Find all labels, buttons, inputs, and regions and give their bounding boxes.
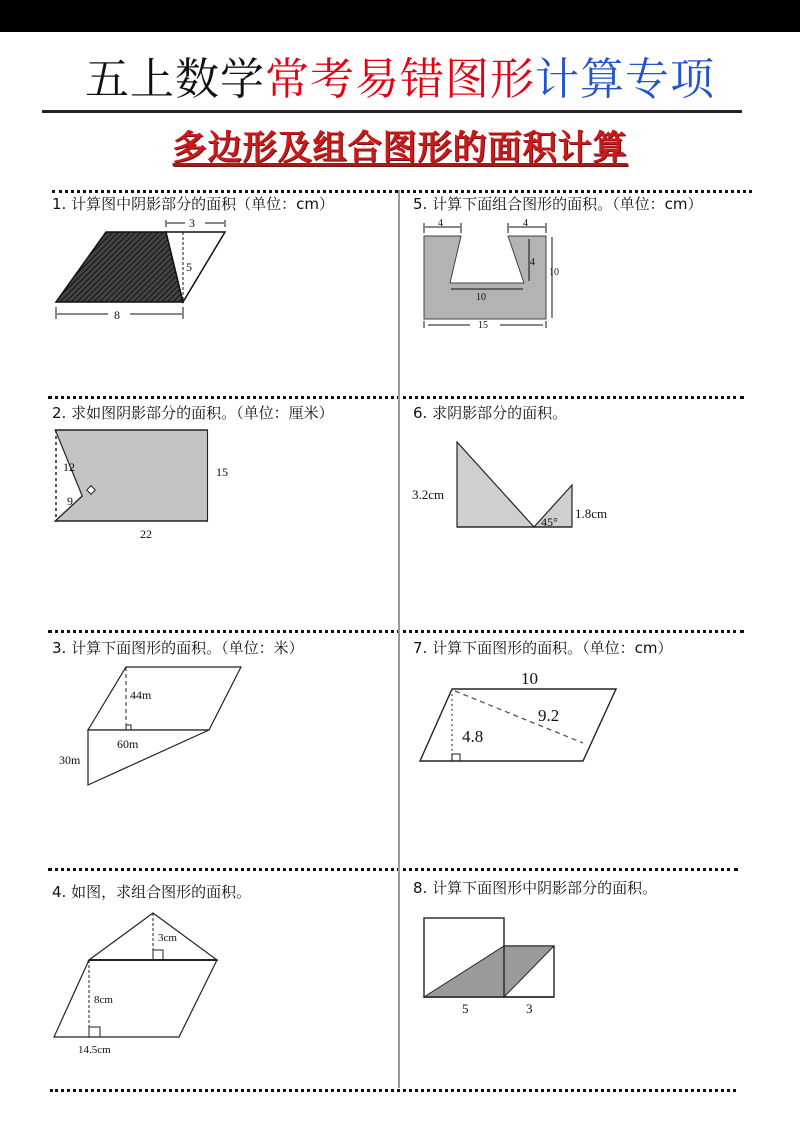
label-height: 10 [549, 267, 559, 278]
question-5-figure [420, 215, 560, 331]
label-height: 15 [216, 465, 228, 479]
label-height: 4.8 [462, 727, 484, 746]
divider [48, 868, 738, 871]
question-4-figure [52, 905, 252, 1055]
question-6-text: 6. 求阴影部分的面积。 [413, 404, 568, 422]
question-5-text: 5. 计算下面组合图形的面积。（单位：cm） [413, 195, 703, 213]
label-notch-bottom: 10 [476, 292, 486, 303]
divider [52, 190, 752, 193]
label-diag-height: 9.2 [538, 706, 560, 725]
question-2-figure [50, 425, 240, 545]
label-left-top: 4 [438, 218, 443, 229]
label-bottom: 8 [114, 308, 120, 322]
label-left: 5 [462, 1001, 469, 1016]
label-top: 10 [521, 669, 538, 688]
question-8-figure [420, 915, 570, 1025]
question-7-figure [415, 665, 625, 770]
label-tri-height: 3cm [158, 932, 177, 944]
label-width: 15 [478, 320, 488, 331]
label-top: 3 [189, 216, 195, 230]
label-base: 60m [117, 737, 139, 751]
question-4-text: 4. 如图，求组合图形的面积。 [52, 883, 252, 901]
label-angle: 45° [541, 515, 558, 529]
page-title [0, 50, 800, 110]
divider [48, 630, 744, 633]
label-left-height: 3.2cm [412, 487, 445, 502]
divider [50, 1089, 736, 1092]
label-height: 5 [186, 260, 192, 274]
label-notch-depth: 4 [530, 257, 535, 268]
title-part-black: 五上数学 [85, 54, 265, 105]
question-3-text: 3. 计算下面图形的面积。（单位：米） [52, 639, 304, 657]
question-3-figure [55, 660, 255, 790]
label-para-height: 8cm [94, 994, 113, 1006]
page-subtitle: 多边形及组合图形的面积计算 [172, 128, 628, 168]
label-lower-leg: 9 [67, 494, 73, 508]
label-side: 30m [59, 753, 81, 767]
question-2-text: 2. 求如图阴影部分的面积。（单位：厘米） [52, 404, 334, 422]
column-divider [398, 190, 400, 1088]
label-height: 44m [130, 688, 152, 702]
top-black-bar [0, 0, 800, 32]
label-right: 3 [526, 1001, 533, 1016]
question-8-text: 8. 计算下面图形中阴影部分的面积。 [413, 879, 658, 897]
label-right-top: 4 [523, 218, 528, 229]
label-base: 14.5cm [78, 1044, 111, 1056]
title-underline [42, 110, 742, 113]
question-7-text: 7. 计算下面图形的面积。（单位：cm） [413, 639, 673, 657]
question-1-figure [50, 215, 240, 330]
title-part-red: 常考易错图形 [265, 54, 535, 105]
question-6-figure [410, 440, 630, 535]
label-upper-leg: 12 [63, 460, 75, 474]
title-part-blue: 计算专项 [535, 54, 715, 105]
question-1-text: 1. 计算图中阴影部分的面积（单位：cm） [52, 195, 334, 213]
label-width: 22 [140, 527, 152, 541]
label-right-height: 1.8cm [575, 506, 608, 521]
divider [48, 396, 744, 399]
